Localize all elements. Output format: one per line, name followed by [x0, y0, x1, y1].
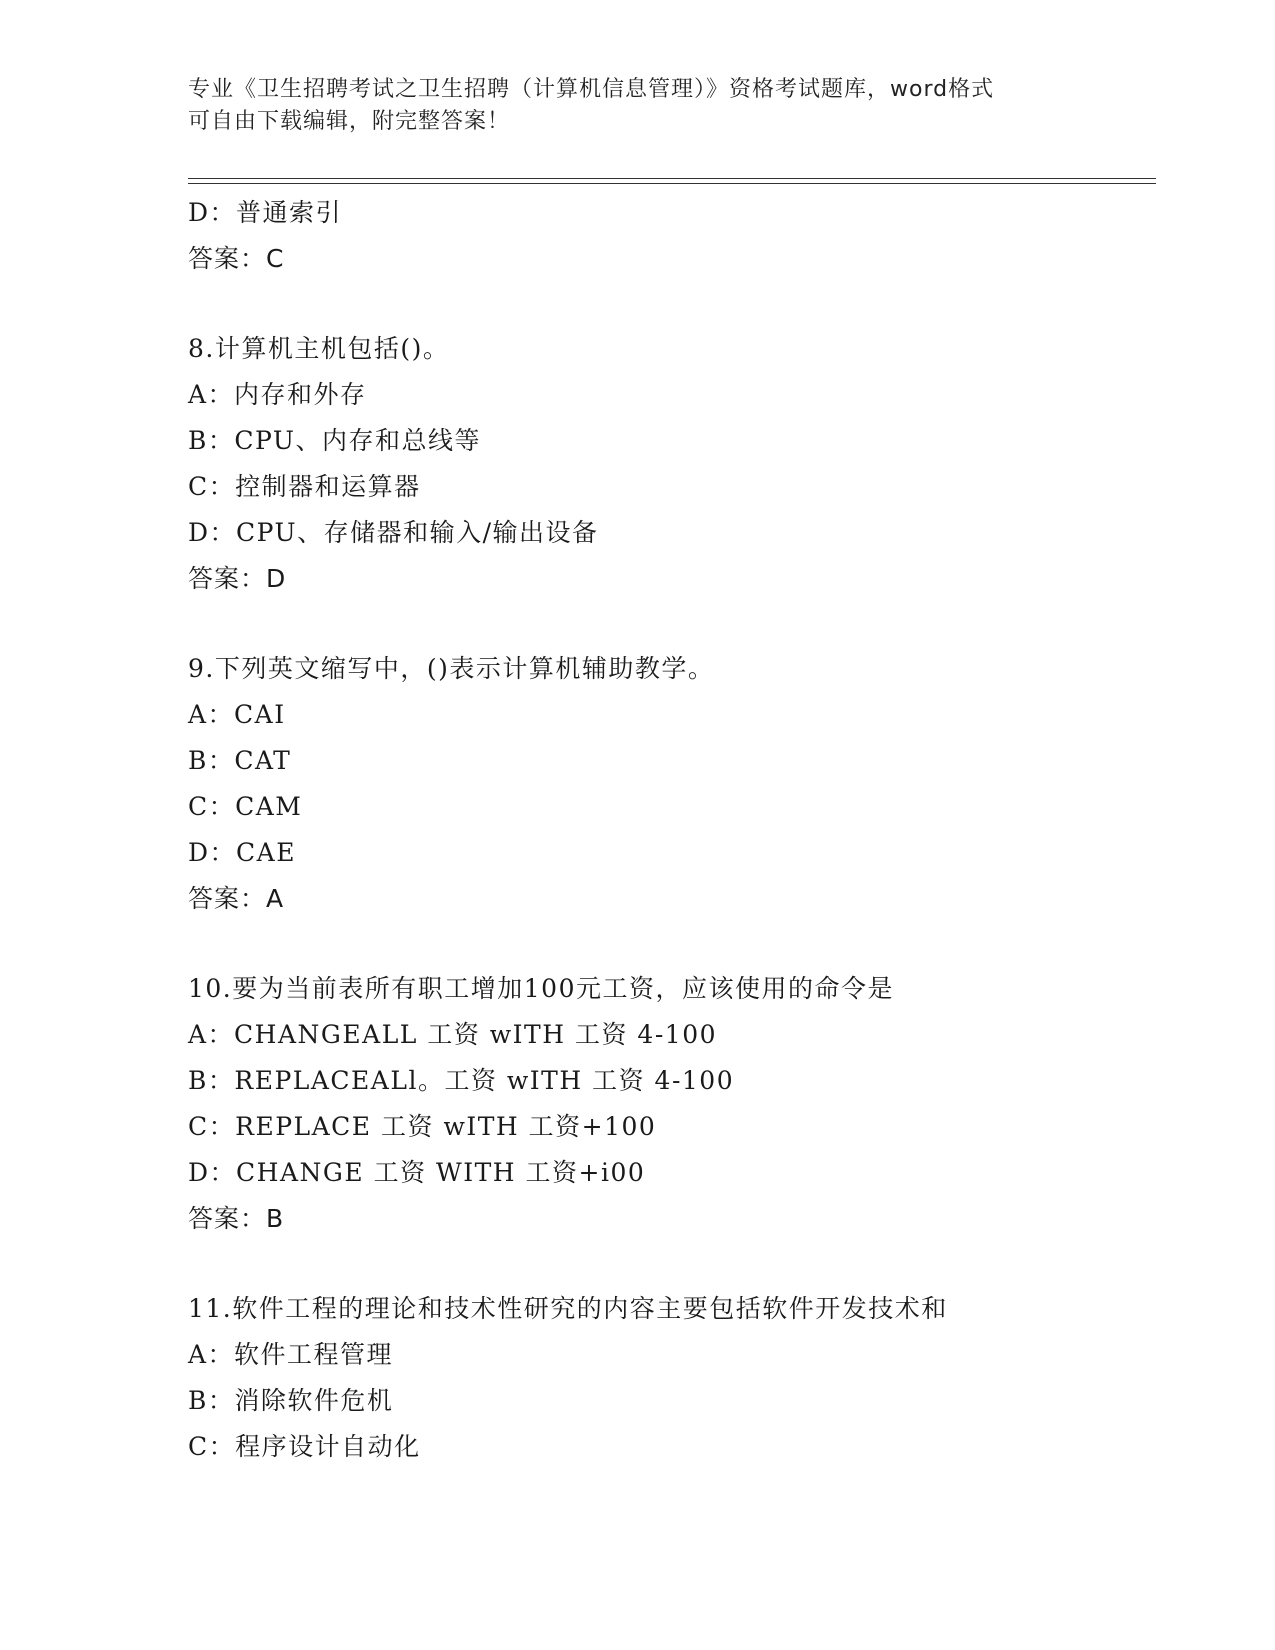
- option-a: A：CAI: [188, 700, 286, 729]
- header-line-2: 可自由下载编辑，附完整答案！: [188, 109, 511, 134]
- option-d: D：CPU、存储器和输入/输出设备: [188, 518, 599, 547]
- question-7-tail: [188, 190, 1156, 282]
- header-rule-second: [188, 183, 1156, 184]
- answer-line: 答案：B: [188, 1204, 285, 1233]
- document-header: [188, 74, 1068, 138]
- option-a: A：CHANGEALL 工资 wITH 工资 4-100: [188, 1020, 717, 1049]
- question-stem: 9.下列英文缩写中，()表示计算机辅助教学。: [188, 654, 715, 683]
- option-c: C：控制器和运算器: [188, 472, 421, 501]
- option-b: B：REPLACEALl。工资 wITH 工资 4-100: [188, 1066, 735, 1095]
- option-a: A：内存和外存: [188, 380, 367, 409]
- question-8: [188, 326, 1156, 602]
- question-gap: [188, 922, 1156, 966]
- question-gap: [188, 282, 1156, 326]
- option-d: D：普通索引: [188, 198, 343, 227]
- question-list: [188, 190, 1156, 1470]
- question-9: [188, 646, 1156, 922]
- answer-line: 答案：C: [188, 244, 285, 273]
- option-d: D：CHANGE 工资 WITH 工资+i00: [188, 1158, 646, 1187]
- option-c: C：REPLACE 工资 wITH 工资+100: [188, 1112, 657, 1141]
- question-stem: 10.要为当前表所有职工增加100元工资，应该使用的命令是: [188, 974, 894, 1003]
- answer-line: 答案：D: [188, 564, 287, 593]
- question-10: [188, 966, 1156, 1242]
- header-rule: [188, 178, 1156, 179]
- option-c: C：程序设计自动化: [188, 1432, 421, 1461]
- question-gap: [188, 1242, 1156, 1286]
- header-line-1: 专业《卫生招聘考试之卫生招聘（计算机信息管理）》资格考试题库，word格式: [188, 77, 995, 102]
- option-b: B：CAT: [188, 746, 292, 775]
- question-stem: 11.软件工程的理论和技术性研究的内容主要包括软件开发技术和: [188, 1294, 948, 1323]
- option-d: D：CAE: [188, 838, 296, 867]
- answer-line: 答案：A: [188, 884, 285, 913]
- option-b: B：CPU、内存和总线等: [188, 426, 481, 455]
- option-c: C：CAM: [188, 792, 303, 821]
- question-gap: [188, 602, 1156, 646]
- option-b: B：消除软件危机: [188, 1386, 394, 1415]
- option-a: A：软件工程管理: [188, 1340, 394, 1369]
- question-11: [188, 1286, 1156, 1470]
- question-stem: 8.计算机主机包括()。: [188, 334, 450, 363]
